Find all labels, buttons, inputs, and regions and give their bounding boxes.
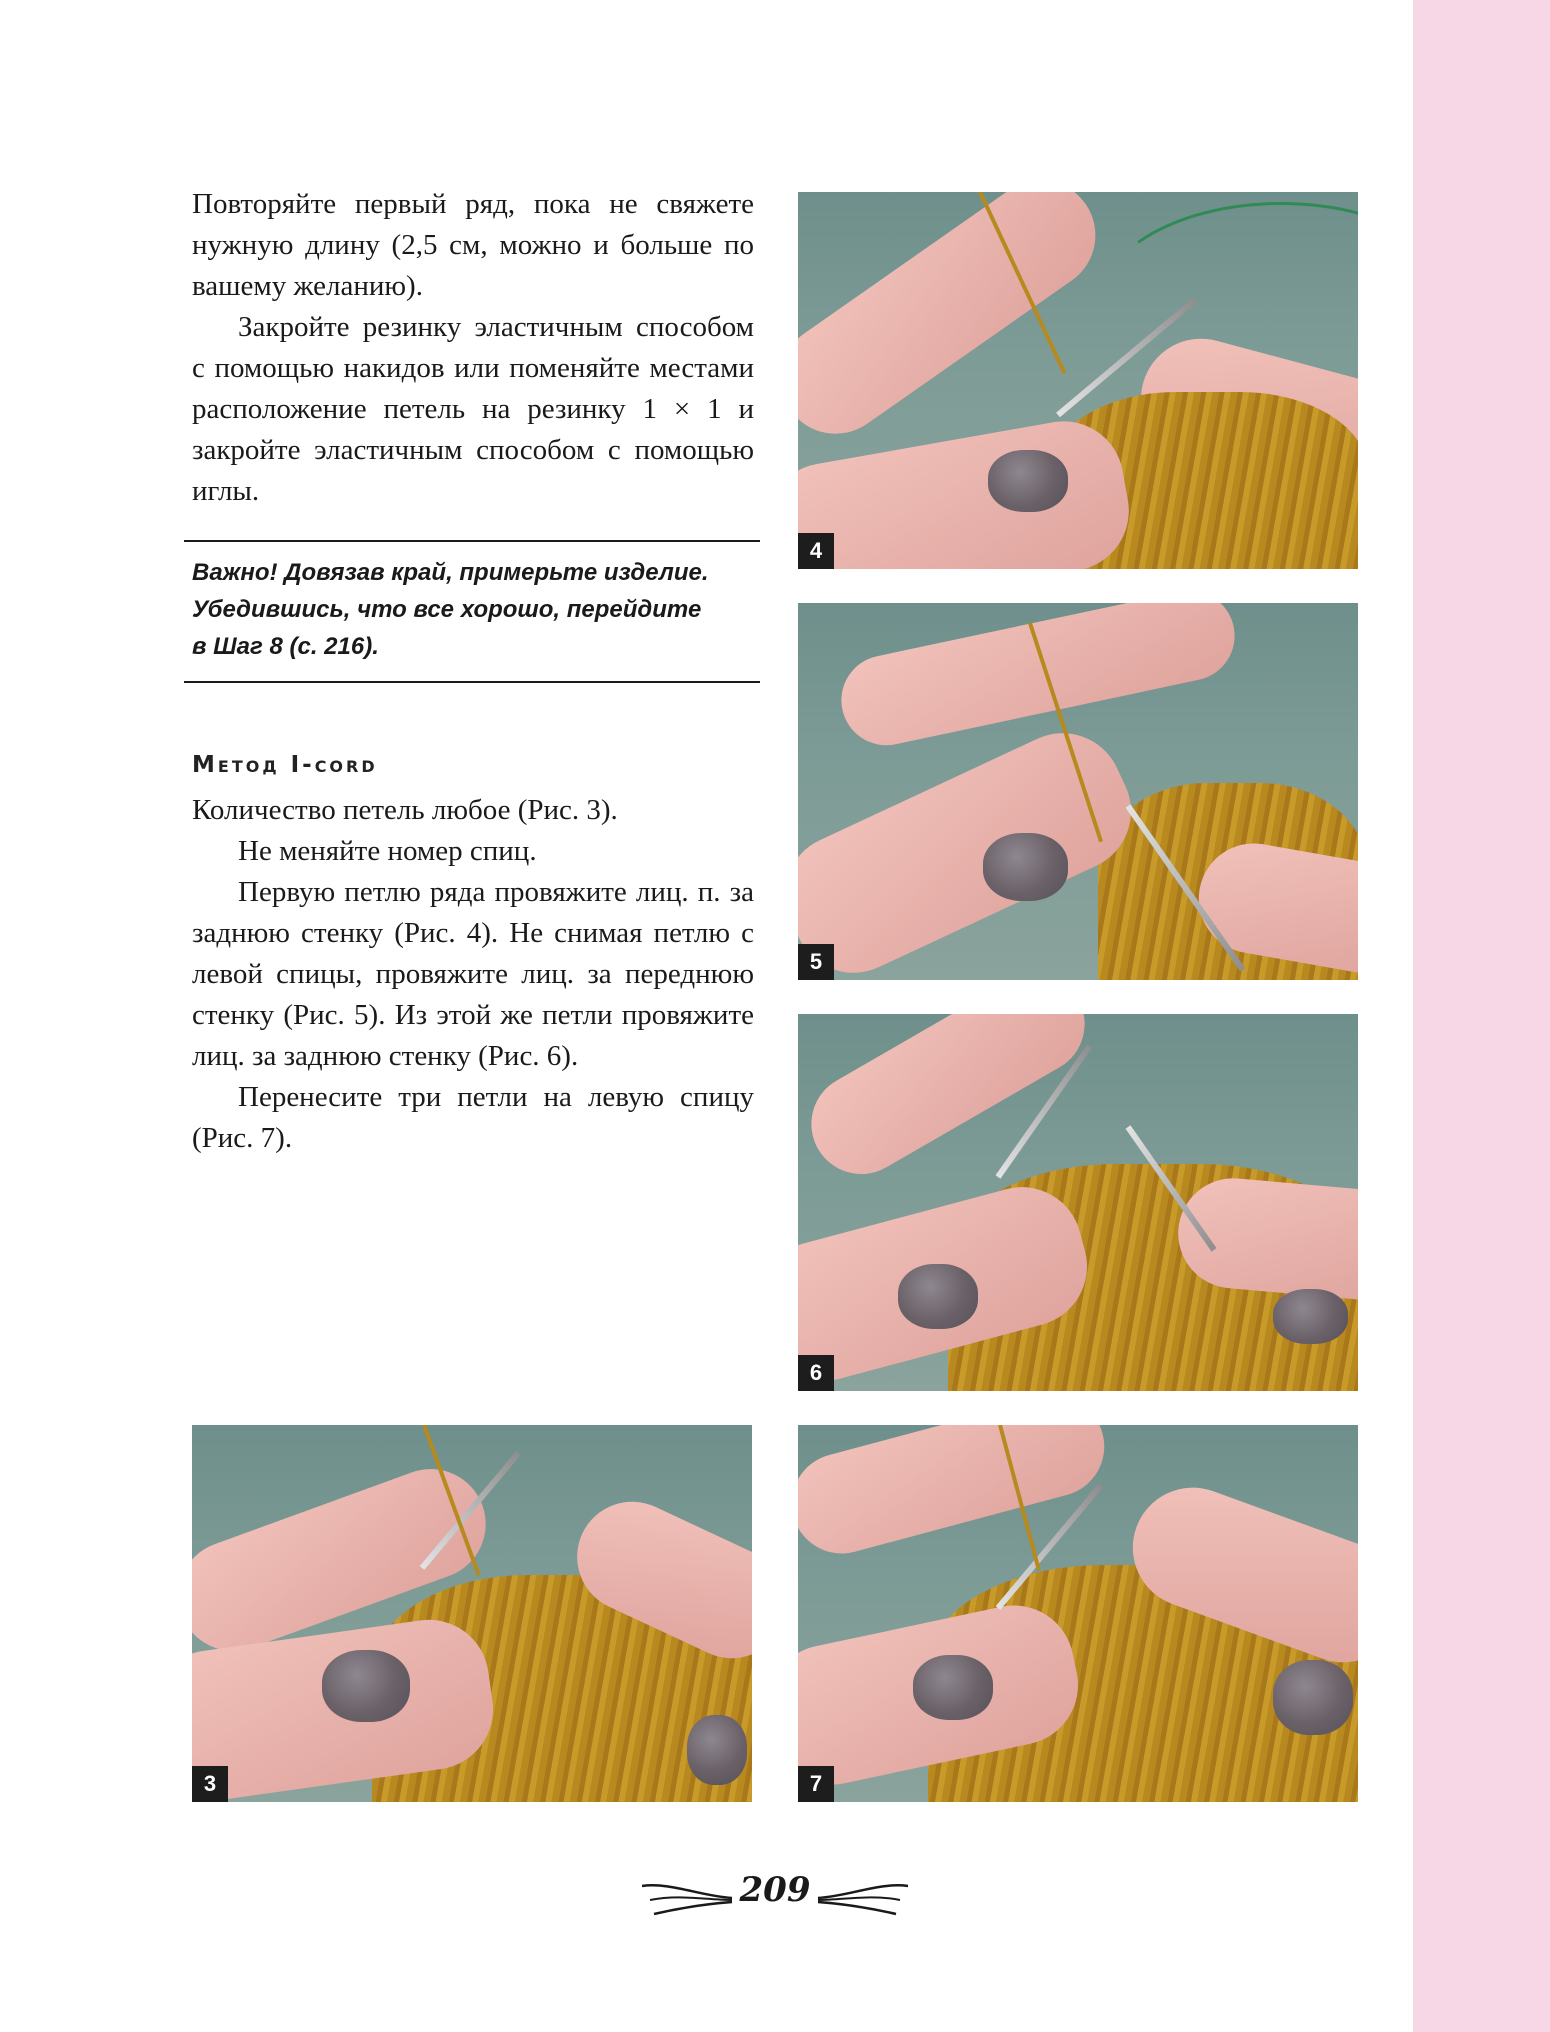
important-note-text	[192, 554, 732, 665]
fingernail	[913, 1655, 993, 1720]
photo-number-badge: 5	[798, 944, 834, 980]
fingernail	[1273, 1660, 1353, 1735]
note-line: в Шаг 8 (с. 216).	[192, 633, 379, 660]
paragraph: Закройте резинку эластичным способом с помощью накидов или поменяйте местами расположение петель на резинку 1 × 1 и закройте эластичным способом с помощью иглы.	[192, 311, 754, 507]
photo-number-badge: 7	[798, 1766, 834, 1802]
paragraph: Не меняйте номер спиц.	[238, 835, 537, 867]
section-heading: Метод I-cord	[192, 752, 378, 778]
important-note-box	[184, 540, 760, 683]
photo-number-badge: 4	[798, 533, 834, 569]
side-color-band	[1413, 0, 1550, 2032]
note-line: Убедившись, что все хорошо, перейдите	[192, 596, 702, 623]
paragraph: Количество петель любое (Рис. 3).	[192, 794, 618, 826]
knitting-photo	[192, 1425, 752, 1802]
paragraph: Перенесите три петли на левую спицу (Рис. 7).	[192, 1081, 754, 1154]
fingernail	[898, 1264, 978, 1329]
fingernail	[322, 1650, 410, 1722]
photo-number-badge: 6	[798, 1355, 834, 1391]
text-block-bottom	[192, 790, 754, 1159]
knitting-photo	[798, 1014, 1358, 1391]
fingernail	[983, 833, 1068, 901]
fingernail	[1273, 1289, 1348, 1344]
finger	[798, 412, 1138, 569]
right-ornament-icon	[815, 1878, 910, 1918]
knitting-photo	[798, 1425, 1358, 1802]
fingernail	[687, 1715, 747, 1785]
text-block-top	[192, 184, 754, 512]
page-number: 209	[739, 1870, 811, 1910]
paragraph: Первую петлю ряда провяжите лиц. п. за заднюю стенку (Рис. 4). Не снимая петлю с левой спицы, провяжите лиц. за переднюю стенку (Рис. 5). Из этой же петли провяжите лиц. за заднюю стенку (Рис. 6).	[192, 876, 754, 1072]
paragraph: Повторяйте первый ряд, пока не свяжете нужную длину (2,5 см, можно и больше по вашему желанию).	[192, 188, 754, 302]
knitting-photo	[798, 192, 1358, 569]
finger	[798, 1425, 1115, 1565]
page-footer	[640, 1868, 910, 1924]
finger	[798, 192, 1117, 455]
note-line: Важно! Довязав край, примерьте изделие.	[192, 559, 709, 586]
finger	[798, 1014, 1103, 1192]
knitting-photo	[798, 603, 1358, 980]
finger	[833, 603, 1243, 754]
fingernail	[988, 450, 1068, 512]
photo-number-badge: 3	[192, 1766, 228, 1802]
